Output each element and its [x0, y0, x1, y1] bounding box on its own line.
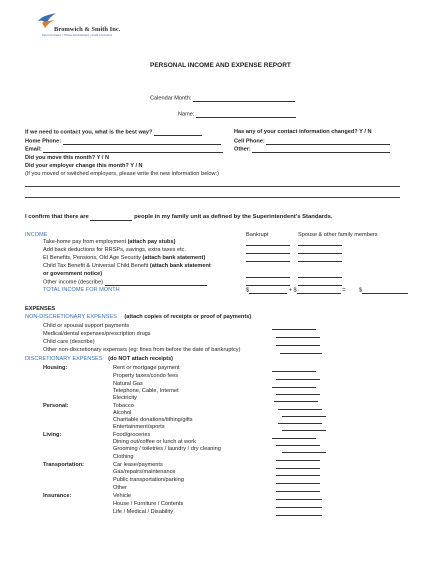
expense-amount-field[interactable]: [280, 353, 322, 354]
expense-item: Vehicle: [113, 493, 132, 499]
email-label: Email:: [25, 146, 42, 153]
other-income-describe-field[interactable]: [105, 280, 207, 286]
new-info-note: (If you moved or switched employers, please write the new information below:): [25, 171, 220, 177]
expense-amount-field[interactable]: [276, 445, 320, 446]
company-tagline: Debt Counselors | Trustee Administrators | Credit Counselors: [42, 34, 113, 37]
income-item: [43, 272, 102, 278]
calendar-month-row: [150, 96, 295, 102]
equals-sign: =: [342, 287, 346, 294]
income-field-bankrupt[interactable]: [246, 253, 290, 254]
company-name: Bromwich & Smith Inc.: [54, 26, 121, 33]
nondisc-heading: NON-DISCRETIONARY EXPENSES: [25, 314, 117, 320]
income-item-note: (attach bank statement): [142, 255, 206, 261]
plus-sign: +: [288, 287, 292, 294]
expense-amount-field[interactable]: [282, 452, 326, 453]
income-field-spouse[interactable]: [298, 277, 342, 278]
group-label-transportation: Transportation:: [43, 462, 85, 468]
expense-amount-field[interactable]: [276, 499, 322, 500]
confirm-text-2: people in my family unit as defined by the Superintendent's Standards.: [134, 214, 333, 221]
page-title: PERSONAL INCOME AND EXPENSE REPORT: [150, 62, 291, 69]
expense-item: Life / Medical / Disability: [113, 509, 173, 515]
expense-item: Natural Gas: [113, 381, 143, 387]
expense-item: Property taxes/condo fees: [113, 373, 178, 379]
expense-amount-field[interactable]: [278, 409, 322, 410]
family-unit-confirm: [25, 215, 333, 221]
expense-amount-field[interactable]: [276, 345, 320, 346]
expense-amount-field[interactable]: [276, 515, 322, 516]
expense-amount-field[interactable]: [276, 460, 320, 461]
expense-item: Electricity: [113, 395, 137, 401]
contact-question: [25, 130, 202, 136]
income-item: [43, 240, 175, 246]
total-income-label: TOTAL INCOME FOR MONTH: [43, 287, 120, 293]
currency-symbol: $: [359, 287, 363, 294]
calendar-month-label: Calendar Month:: [150, 95, 192, 102]
income-field-spouse[interactable]: [298, 261, 342, 262]
expense-amount-field[interactable]: [276, 507, 322, 508]
calendar-month-field[interactable]: [193, 96, 295, 102]
home-phone-row: [25, 139, 221, 145]
name-field[interactable]: [196, 112, 296, 118]
new-info-line-2[interactable]: [25, 197, 400, 198]
other-income-row: [43, 280, 207, 286]
income-item-text: Other income (describe): [43, 279, 103, 286]
expense-amount-field[interactable]: [276, 379, 320, 380]
nondisc-heading-row: [25, 315, 251, 321]
expense-amount-field[interactable]: [276, 337, 320, 338]
grand-total-field[interactable]: [362, 288, 408, 294]
expense-item: Other non-discretionary expenses (eg: fines from before the date of bankruptcy): [43, 347, 241, 353]
expense-amount-field[interactable]: [282, 430, 326, 431]
disc-note: (do NOT attach receipts): [108, 356, 174, 362]
income-field-bankrupt[interactable]: [246, 285, 290, 286]
income-item: [43, 256, 205, 262]
income-item-text: EI Benefits, Pensions, Old Age Security: [43, 255, 143, 261]
income-item-note: or government notice): [43, 271, 103, 277]
moved-question: Did you move this month? Y / N: [25, 155, 110, 161]
family-count-field[interactable]: [90, 215, 132, 221]
income-field-bankrupt[interactable]: [246, 277, 290, 278]
name-label: Name:: [178, 111, 195, 118]
total-spouse-field[interactable]: [297, 288, 341, 294]
expense-amount-field[interactable]: [272, 371, 316, 372]
expense-amount-field[interactable]: [272, 329, 316, 330]
contact-question-text: If we need to contact you, what is the best way?: [25, 129, 153, 136]
confirm-text-1: I confirm that there are: [25, 214, 89, 221]
cell-phone-row: [234, 139, 390, 145]
home-phone-label: Home Phone:: [25, 138, 62, 145]
expense-item: Alcohol: [113, 410, 132, 416]
new-info-line-1[interactable]: [25, 186, 400, 187]
income-item-text: Child Tax Benefit & Universal Child Benefit: [43, 263, 150, 269]
expense-amount-field[interactable]: [276, 394, 320, 395]
other-contact-label: Other:: [234, 146, 251, 153]
income-field-spouse[interactable]: [298, 253, 342, 254]
expense-amount-field[interactable]: [278, 423, 322, 424]
income-heading: INCOME: [25, 232, 48, 238]
expense-item: House / Furniture / Contents: [113, 501, 184, 507]
expense-item: Dining out/coffee or lunch at work: [113, 439, 196, 445]
total-bankrupt-field[interactable]: [249, 288, 287, 294]
expense-item: Food/groceries: [113, 432, 151, 438]
expense-item: Child or spousal support payments: [43, 323, 130, 329]
other-contact-row: [234, 147, 390, 153]
grand-total-row: [359, 288, 408, 294]
currency-symbol: $: [246, 287, 250, 294]
email-field[interactable]: [43, 147, 223, 153]
group-label-housing: Housing:: [43, 365, 68, 371]
income-item-note: (attach bank statement: [149, 263, 211, 269]
cell-phone-field[interactable]: [266, 139, 390, 145]
income-field-spouse[interactable]: [298, 285, 342, 286]
expense-amount-field[interactable]: [272, 387, 316, 388]
expense-item: Car lease/payments: [113, 462, 163, 468]
other-contact-field[interactable]: [252, 147, 390, 153]
contact-method-field[interactable]: [154, 130, 202, 136]
disc-heading-row: [25, 357, 173, 363]
expense-amount-field[interactable]: [274, 401, 318, 402]
expense-item: Entertainment/sports: [113, 424, 165, 430]
expense-amount-field[interactable]: [272, 438, 316, 439]
expense-item: Public transportation/parking: [113, 477, 184, 483]
group-label-living: Living:: [43, 432, 62, 438]
employer-question: Did your employer change this month? Y / N: [25, 163, 143, 169]
expense-amount-field[interactable]: [276, 483, 320, 484]
name-row: [178, 112, 296, 118]
group-label-personal: Personal:: [43, 403, 69, 409]
income-field-bankrupt[interactable]: [246, 261, 290, 262]
expense-item: Charitable donations/tithing/gifts: [113, 417, 193, 423]
cell-phone-label: Cell Phone:: [234, 138, 265, 145]
col-spouse: Spouse & other family members: [298, 232, 378, 238]
expense-amount-field[interactable]: [276, 475, 320, 476]
email-row: [25, 147, 223, 153]
expense-amount-field[interactable]: [276, 468, 320, 469]
col-bankrupt: Bankrupt: [246, 232, 269, 238]
income-field-spouse[interactable]: [298, 245, 342, 246]
expense-item: Child care (describe): [43, 339, 95, 345]
disc-heading: DISCRETIONARY EXPENSES: [25, 356, 103, 362]
expenses-heading: EXPENSES: [25, 306, 56, 312]
income-item: [43, 248, 186, 254]
info-changed-question: Has any of your contact information changed? Y / N: [234, 129, 372, 135]
expense-item: Rent or mortgage payment: [113, 365, 180, 371]
income-field-bankrupt[interactable]: [246, 245, 290, 246]
expense-item: Clothing: [113, 454, 134, 460]
income-item-note: (attach pay stubs): [127, 239, 176, 245]
expense-item: Tobacco: [113, 403, 134, 409]
expense-item: Telephone, Cable, Internet: [113, 388, 179, 394]
nondisc-note: (attach copies of receipts or proof of payments): [124, 314, 252, 320]
home-phone-field[interactable]: [63, 139, 221, 145]
expense-amount-field[interactable]: [276, 491, 320, 492]
group-label-insurance: Insurance:: [43, 493, 72, 499]
currency-symbol: $: [293, 287, 297, 294]
income-item-text: Take-home pay from employment: [43, 239, 128, 245]
expense-item: Medical/dental expenses/prescription drugs: [43, 331, 151, 337]
expense-item: Grooming / toiletries / laundry / dry cleaning: [113, 446, 221, 452]
income-item-text: Add back deductions for RRSPs, savings, extra taxes etc.: [43, 247, 187, 253]
expense-item: Other: [113, 485, 127, 491]
total-income-row: [246, 288, 346, 294]
income-item: [43, 264, 211, 270]
expense-amount-field[interactable]: [282, 416, 326, 417]
expense-item: Gas/repairs/maintenance: [113, 469, 176, 475]
